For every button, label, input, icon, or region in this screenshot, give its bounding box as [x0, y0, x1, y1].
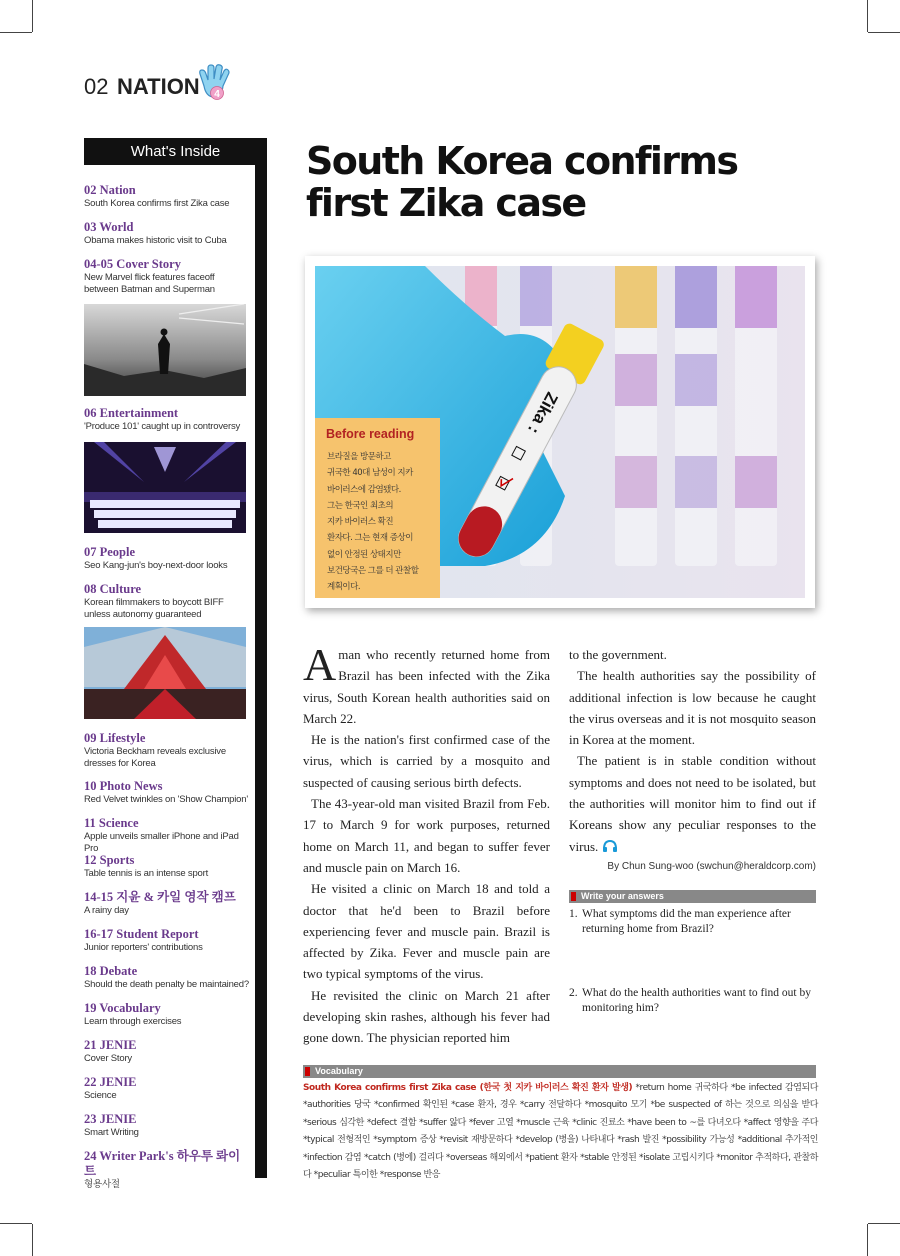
- toc-item-desc: Seo Kang-jun's boy-next-door looks: [84, 560, 228, 571]
- article-column-1: [303, 639, 550, 1049]
- produce-101-stage-thumbnail: [84, 442, 246, 533]
- article-paragraph: The 43-year-old man visited Brazil from Feb. 17 to March 9 for work purposes, returned home on March 11, and began to suffer fever and muscle pain on March 16.: [303, 796, 550, 875]
- toc-item-title: 16-17 Student Report: [84, 927, 199, 941]
- vocabulary-title: South Korea confirms first Zika case (한국 첫 지카 바이러스 확진 환자 발생): [303, 1083, 633, 1093]
- toc-item-title: 24 Writer Park's 하우투 롸이트: [84, 1149, 241, 1178]
- toc-item-title: 10 Photo News: [84, 779, 163, 793]
- vocabulary-heading-bar: [303, 1065, 816, 1078]
- hand-number: 4: [214, 89, 220, 100]
- toc-item-desc: South Korea confirms first Zika case: [84, 198, 230, 209]
- question-number: 2.: [569, 987, 578, 999]
- article-title: [306, 140, 816, 224]
- article-paragraph: Aman who recently returned home from Brazil has been infected with the Zika virus, South Korean health authorities said on March 22.: [303, 639, 550, 726]
- toc-item[interactable]: [84, 257, 250, 295]
- answers-heading-bar: [569, 890, 816, 903]
- drop-cap: A: [303, 639, 337, 690]
- toc-item-title: 11 Science: [84, 816, 139, 830]
- vocabulary-body: *return home 귀국하다 *be infected 감염되다 *authorities 당국 *confirmed 확인된 *case 환자, 경우 *carry 전달하다 *mosquito 모기 *be suspected of 하는 것으로 의심을 받다 *serious 심각한 *defect 결함 *suffer 앓다 *fever 고열 *muscle 근육 *clinic 진료소 *have been to ~를 다녀오다 *affect 영향을 주다 *typical 전형적인 *symptom 증상 *revisit 재방문하다 *develop (병을) 나타내다 *rash 발진 *possibility 가능성 *additional 추가적인 *infection 감염 *catch (병에) 걸리다 *overseas 해외에서 *patient 환자 *stable 안정된 *isolate 고립시키다 *monitor 추적하다, 관찰하다 *peculiar 특이한 *response 반응: [303, 1083, 818, 1181]
- before-reading-line: 보건당국은 그를 더 관찰할: [327, 566, 419, 577]
- biff-red-carpet-thumbnail: [84, 627, 246, 719]
- toc-item-title: 02 Nation: [84, 183, 136, 197]
- toc-item[interactable]: [84, 406, 250, 433]
- toc-item-title: 21 JENIE: [84, 1038, 137, 1052]
- crop-mark: [32, 0, 33, 32]
- toc-item-title: 07 People: [84, 545, 136, 559]
- before-reading-line: 계획이다.: [327, 582, 361, 593]
- headphones-icon[interactable]: [602, 839, 618, 853]
- before-reading-line: 브라질을 방문하고: [327, 452, 391, 462]
- toc-item[interactable]: [84, 545, 250, 572]
- crop-mark: [0, 1223, 32, 1224]
- article-paragraph: The health authorities say the possibility of additional infection is low because he caught the virus overseas and it is not mosquito season in Korea at the moment.: [569, 668, 816, 748]
- toc-item-desc: A rainy day: [84, 905, 129, 916]
- sidebar-heading: What's Inside: [84, 138, 267, 165]
- toc-item-title: 14-15 지윤 & 카일 영작 캠프: [84, 890, 236, 904]
- toc-item-desc: Cover Story: [84, 1053, 132, 1064]
- article-paragraph: He is the nation's first confirmed case of the virus, which is carried by a mosquito and suspected of causing serious birth defects.: [303, 732, 550, 790]
- toc-item-desc: Science: [84, 1090, 117, 1101]
- toc-item[interactable]: [84, 1112, 250, 1139]
- toc-item[interactable]: [84, 731, 250, 769]
- batman-superman-thumbnail: [84, 304, 246, 396]
- question-text: What symptoms did the man experience after returning home from Brazil?: [582, 908, 791, 935]
- before-reading-heading: Before reading: [326, 427, 415, 441]
- toc-item[interactable]: [84, 220, 250, 247]
- toc-item-title: 06 Entertainment: [84, 406, 179, 420]
- toc-item-desc: Victoria Beckham reveals exclusive dresses for Korea: [84, 746, 226, 769]
- toc-item-desc: New Marvel flick features faceoff between Batman and Superman: [84, 272, 215, 295]
- crop-mark: [0, 32, 32, 33]
- toc-item-title: 09 Lifestyle: [84, 731, 146, 745]
- crop-mark: [868, 1223, 900, 1224]
- crop-mark: [32, 1224, 33, 1256]
- crop-mark: [868, 32, 900, 33]
- toc-item[interactable]: [84, 890, 250, 917]
- hand-four-icon: [198, 64, 232, 102]
- toc-item-desc: Table tennis is an intense sport: [84, 868, 209, 879]
- toc-item-title: 22 JENIE: [84, 1075, 137, 1089]
- crop-mark: [867, 1224, 868, 1256]
- toc-item[interactable]: [84, 964, 250, 991]
- toc-item-desc: Smart Writing: [84, 1127, 139, 1138]
- toc-item-title: 12 Sports: [84, 853, 135, 867]
- vocabulary-text: [303, 1080, 818, 1184]
- toc-item[interactable]: [84, 927, 250, 954]
- toc-item[interactable]: [84, 779, 250, 806]
- before-reading-line: 귀국한 40대 남성이 지카: [327, 468, 413, 479]
- toc-item-desc: 'Produce 101' caught up in controversy: [84, 421, 241, 432]
- article-title-line: first Zika case: [306, 181, 586, 225]
- toc-item-title: 03 World: [84, 220, 134, 234]
- toc-item[interactable]: [84, 853, 250, 880]
- before-reading-text: [327, 449, 437, 596]
- toc-item-desc: 형용사절: [84, 1179, 120, 1190]
- before-reading-line: 바이러스에 감염됐다.: [327, 484, 401, 495]
- article-paragraph: He revisited the clinic on March 21 after developing skin rashes, although his fever had gone down. The physician reported him: [303, 987, 550, 1046]
- vocabulary-heading: Vocabulary: [315, 1066, 363, 1076]
- before-reading-line: 없이 안정된 상태지만: [327, 549, 401, 560]
- toc-item-title: 08 Culture: [84, 582, 142, 596]
- before-reading-line: 환자다. 그는 현재 증상이: [327, 533, 413, 544]
- article-title-line: South Korea confirms: [306, 139, 738, 183]
- toc-item[interactable]: [84, 1038, 250, 1065]
- crop-mark: [867, 0, 868, 32]
- page-number: 02: [84, 74, 109, 99]
- toc-item-desc: Should the death penalty be maintained?: [84, 979, 249, 990]
- toc-item[interactable]: [84, 1149, 250, 1191]
- toc-item-desc: Learn through exercises: [84, 1016, 182, 1027]
- before-reading-line: 지카 바이러스 확진: [327, 517, 394, 528]
- toc-item-desc: Junior reporters' contributions: [84, 942, 203, 953]
- article-paragraph: He visited a clinic on March 18 and told a doctor that he'd been to Brazil before experiencing fever and muscle pain. Brazil is affected by Zika. Fever and muscle pain are two typical symptoms of the virus.: [303, 881, 550, 982]
- toc-item[interactable]: [84, 183, 250, 210]
- toc-item-desc: Korean filmmakers to boycott BIFF unless autonomy guaranteed: [84, 597, 224, 620]
- question-number: 1.: [569, 908, 578, 920]
- article-paragraph: The patient is in stable condition without symptoms and does not need to be isolated, but the authorities will monitor him to find out if Koreans show any peculiar responses to the virus.: [569, 753, 816, 854]
- before-reading-line: 그는 한국인 최초의: [327, 500, 394, 511]
- toc-item-desc: Apple unveils smaller iPhone and iPad Pro: [84, 831, 239, 854]
- question: [569, 907, 816, 937]
- section-title: NATION: [117, 74, 200, 99]
- toc-item[interactable]: [84, 816, 250, 854]
- question-text: What do the health authorities want to find out by monitoring him?: [582, 987, 811, 1014]
- article-paragraph: to the government.: [569, 647, 667, 662]
- toc-item-desc: Red Velvet twinkles on 'Show Champion': [84, 794, 248, 805]
- toc-item-title: 19 Vocabulary: [84, 1001, 161, 1015]
- article-column-2: [569, 644, 816, 857]
- toc-item-title: 23 JENIE: [84, 1112, 137, 1126]
- tube-label: Zika :: [523, 388, 562, 438]
- byline: By Chun Sung-woo (swchun@heraldcorp.com): [607, 861, 816, 872]
- toc-item[interactable]: [84, 582, 250, 620]
- answers-heading: Write your answers: [581, 891, 664, 901]
- toc-item[interactable]: [84, 1075, 250, 1102]
- question: [569, 986, 816, 1016]
- sidebar-rule: [255, 138, 267, 1178]
- toc-item[interactable]: [84, 1001, 250, 1028]
- toc-item-title: 04-05 Cover Story: [84, 257, 181, 271]
- toc-item-title: 18 Debate: [84, 964, 138, 978]
- toc-item-desc: Obama makes historic visit to Cuba: [84, 235, 227, 246]
